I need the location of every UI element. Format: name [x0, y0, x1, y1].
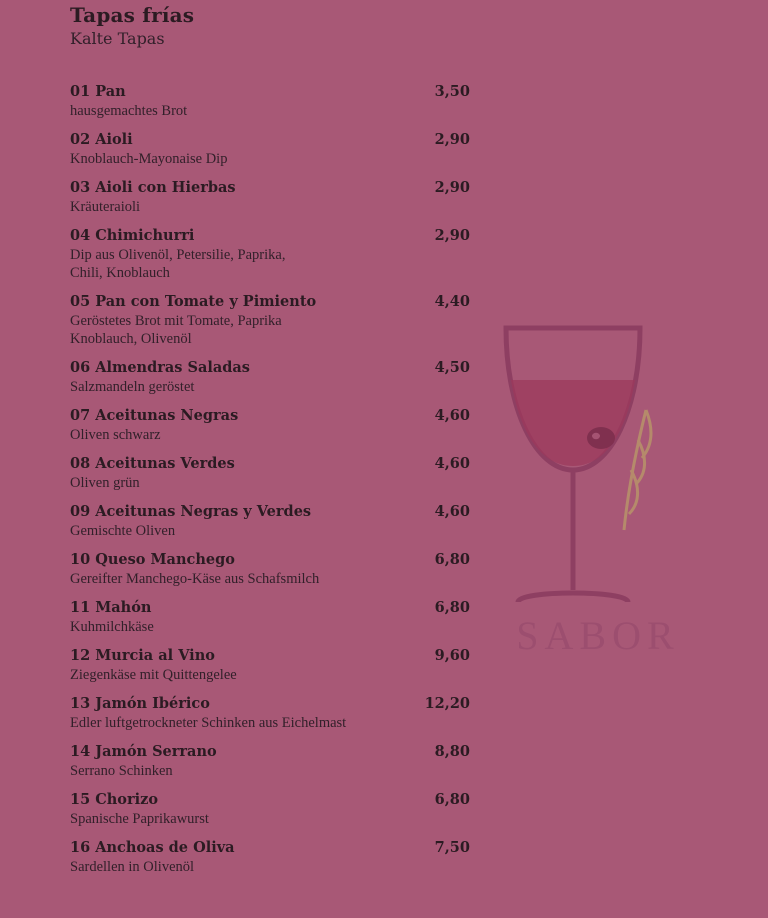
menu-item-description: [70, 426, 470, 444]
menu-item-price: 2,90: [434, 131, 470, 148]
menu-item: [70, 82, 470, 120]
menu-item: [70, 838, 470, 876]
menu-item-description: [70, 618, 470, 636]
menu-item-price: 6,80: [434, 599, 470, 616]
menu-item-price: 6,80: [434, 551, 470, 568]
menu-item: [70, 550, 470, 588]
menu-item-name: 13 Jamón Ibérico: [70, 695, 210, 712]
menu-item-price: 8,80: [434, 743, 470, 760]
menu-item: [70, 502, 470, 540]
menu-item-price: 7,50: [434, 839, 470, 856]
menu-item-description: [70, 570, 470, 588]
menu-item-price: 4,50: [434, 359, 470, 376]
menu-item-description-line: Geröstetes Brot mit Tomate, Paprika: [70, 313, 282, 329]
menu-item-price: 2,90: [434, 179, 470, 196]
menu-item-row: [70, 406, 470, 425]
menu-item-row: [70, 790, 470, 809]
menu-item-price: 4,40: [434, 293, 470, 310]
menu-item-description: [70, 522, 470, 540]
menu-item-row: [70, 646, 470, 665]
menu-item: [70, 178, 470, 216]
menu-item-row: [70, 598, 470, 617]
menu-item-name: 09 Aceitunas Negras y Verdes: [70, 503, 312, 520]
menu-item-name: 01 Pan: [70, 83, 126, 100]
menu-item: [70, 598, 470, 636]
menu-item-description: [70, 858, 470, 876]
menu-item-name: 02 Aioli: [70, 131, 133, 148]
menu-item-row: [70, 358, 470, 377]
menu-item-price: 2,90: [434, 227, 470, 244]
menu-item-description: [70, 150, 470, 168]
menu-item-price: 4,60: [434, 503, 470, 520]
menu-item-description-line: hausgemachtes Brot: [70, 103, 188, 119]
menu-item-price: 6,80: [434, 791, 470, 808]
menu-item-name: 14 Jamón Serrano: [70, 743, 217, 760]
menu-item-description-line: Edler luftgetrockneter Schinken aus Eichelmast: [70, 715, 347, 731]
menu-item-name: 10 Queso Manchego: [70, 551, 235, 568]
menu-item: [70, 694, 470, 732]
menu-item: [70, 130, 470, 168]
wine-glass-icon: [478, 290, 698, 690]
menu-item-name: 03 Aioli con Hierbas: [70, 179, 236, 196]
menu-item-name: 06 Almendras Saladas: [70, 359, 250, 376]
menu-item-row: [70, 454, 470, 473]
menu-item-description-line: Salzmandeln geröstet: [70, 379, 195, 395]
menu-item-price: 3,50: [434, 83, 470, 100]
wheat-sprig-icon: [624, 410, 651, 530]
menu-item-price: 4,60: [434, 455, 470, 472]
menu-item-row: [70, 694, 470, 713]
menu-item-name: 08 Aceitunas Verdes: [70, 455, 235, 472]
page-title-de: Kalte Tapas: [70, 29, 165, 48]
menu-item-description-line: Oliven grün: [70, 475, 140, 491]
decorative-artwork: [478, 290, 698, 690]
menu-item-name: 07 Aceitunas Negras: [70, 407, 239, 424]
menu-item-description-line: Kuhmilchkäse: [70, 619, 154, 635]
menu-item-description: [70, 102, 470, 120]
menu-item-row: [70, 178, 470, 197]
sabor-wordmark: SABOR: [516, 613, 680, 658]
menu-item-row: [70, 838, 470, 857]
menu-list: [70, 82, 470, 886]
menu-item-description-line: Oliven schwarz: [70, 427, 161, 443]
menu-item: [70, 790, 470, 828]
menu-item-description-line: Sardellen in Olivenöl: [70, 859, 195, 875]
menu-item-description-line: Dip aus Olivenöl, Petersilie, Paprika,: [70, 247, 286, 263]
menu-item-description-line: Gereifter Manchego-Käse aus Schafsmilch: [70, 571, 320, 587]
menu-item-price: 12,20: [424, 695, 470, 712]
menu-item-description: [70, 198, 470, 216]
menu-item: [70, 292, 470, 348]
menu-item-price: 9,60: [434, 647, 470, 664]
menu-item-description-line: Knoblauch-Mayonaise Dip: [70, 151, 228, 167]
menu-item-row: [70, 292, 470, 311]
menu-item: [70, 646, 470, 684]
menu-item-description: [70, 666, 470, 684]
menu-item-row: [70, 550, 470, 569]
menu-item-name: 12 Murcia al Vino: [70, 647, 215, 664]
menu-item-description-line: Ziegenkäse mit Quittengelee: [70, 667, 237, 683]
menu-item-description-line: Gemischte Oliven: [70, 523, 176, 539]
menu-item-row: [70, 130, 470, 149]
menu-item-name: 04 Chimichurri: [70, 227, 195, 244]
menu-item: [70, 454, 470, 492]
menu-item-row: [70, 742, 470, 761]
menu-item: [70, 406, 470, 444]
menu-item-description: [70, 810, 470, 828]
menu-item-name: 05 Pan con Tomate y Pimiento: [70, 293, 317, 310]
menu-item-row: [70, 502, 470, 521]
menu-item: [70, 226, 470, 282]
menu-item-description: [70, 714, 470, 732]
page-title-es: Tapas frías: [70, 3, 195, 27]
menu-item-row: [70, 226, 470, 245]
menu-item-description: [70, 474, 470, 492]
menu-item-name: 11 Mahón: [70, 599, 152, 616]
menu-item-description: [70, 762, 470, 780]
menu-item-description-line: Knoblauch, Olivenöl: [70, 331, 192, 347]
menu-item-description-line: Serrano Schinken: [70, 763, 173, 779]
menu-item-description: [70, 378, 470, 396]
menu-item-description-line: Spanische Paprikawurst: [70, 811, 209, 827]
menu-item-row: [70, 82, 470, 101]
page-header: [70, 2, 194, 50]
menu-item-name: 16 Anchoas de Oliva: [70, 839, 235, 856]
menu-item-description-line: Kräuteraioli: [70, 199, 141, 215]
menu-item-price: 4,60: [434, 407, 470, 424]
menu-item-description: [70, 312, 470, 348]
menu-item-name: 15 Chorizo: [70, 791, 159, 808]
menu-item: [70, 358, 470, 396]
menu-item-description: [70, 246, 470, 282]
menu-item: [70, 742, 470, 780]
menu-item-description-line: Chili, Knoblauch: [70, 265, 170, 281]
